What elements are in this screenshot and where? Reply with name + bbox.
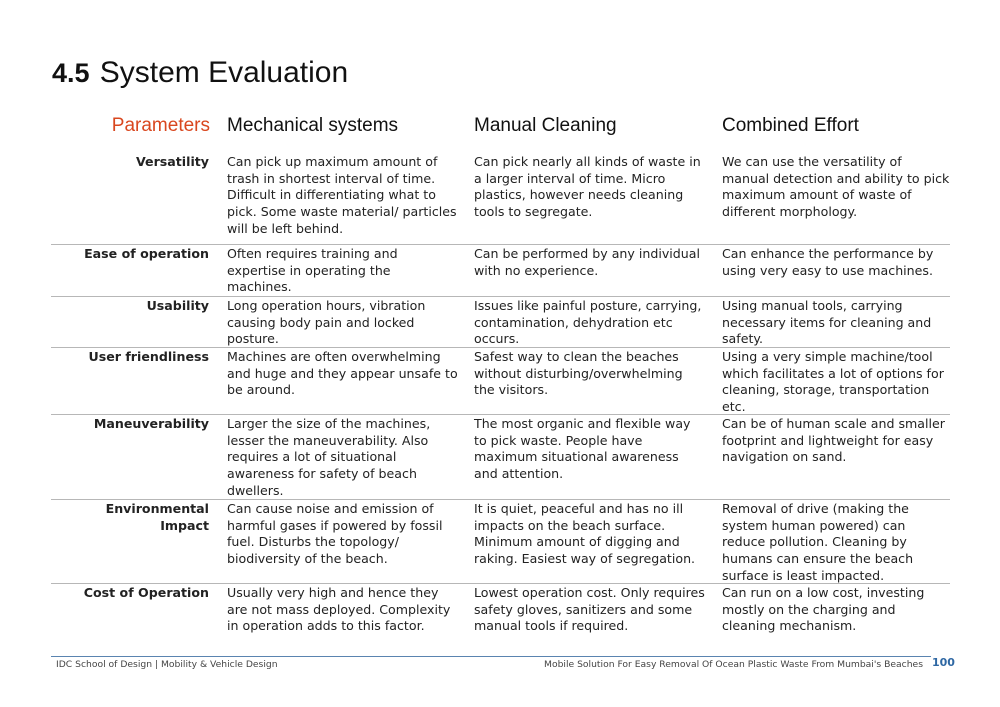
manual-cell: It is quiet, peaceful and has no ill impacts on the beach surface. Minimum amount of digging and raking. Easiest way of segregation. bbox=[474, 501, 696, 567]
header-combined-effort: Combined Effort bbox=[722, 115, 859, 136]
parameter-label: User friendliness bbox=[88, 349, 209, 364]
parameter-label: Versatility bbox=[135, 154, 209, 169]
footer-divider bbox=[51, 656, 931, 657]
table-row bbox=[51, 415, 950, 500]
page-title bbox=[52, 52, 348, 90]
table-row bbox=[51, 500, 950, 584]
section-number: 4.5 bbox=[52, 58, 90, 88]
header-manual-cleaning: Manual Cleaning bbox=[474, 115, 617, 136]
header-mechanical-systems: Mechanical systems bbox=[227, 115, 399, 136]
table-row bbox=[51, 245, 950, 297]
combined-cell: Using a very simple machine/tool which facilitates a lot of options for cleaning, storage, transportation etc. bbox=[722, 349, 944, 415]
combined-cell: Can enhance the performance by using very easy to use machines. bbox=[722, 246, 934, 278]
table-row bbox=[51, 153, 950, 245]
mechanical-cell: Can cause noise and emission of harmful gases if powered by fossil fuel. Disturbs the topology/ biodiversity of the beach. bbox=[227, 501, 443, 567]
parameter-label: Usability bbox=[146, 298, 209, 313]
footer-left-text: IDC School of Design | Mobility & Vehicle Design bbox=[56, 659, 278, 670]
table-row bbox=[51, 297, 950, 348]
combined-cell: Can run on a low cost, investing mostly on the charging and cleaning mechanism. bbox=[722, 585, 925, 634]
combined-cell: Using manual tools, carrying necessary items for cleaning and safety. bbox=[722, 298, 932, 347]
combined-cell: We can use the versatility of manual detection and ability to pick maximum amount of waste of different morphology. bbox=[722, 154, 950, 220]
manual-cell: Can pick nearly all kinds of waste in a larger interval of time. Micro plastics, however needs cleaning tools to segregate. bbox=[474, 154, 701, 220]
mechanical-cell: Machines are often overwhelming and huge and they appear unsafe to be around. bbox=[227, 349, 458, 398]
parameter-label: Environmental Impact bbox=[105, 501, 209, 533]
mechanical-cell: Long operation hours, vibration causing body pain and locked posture. bbox=[227, 298, 426, 347]
parameter-label: Cost of Operation bbox=[83, 585, 209, 600]
combined-cell: Can be of human scale and smaller footprint and lightweight for easy navigation on sand. bbox=[722, 416, 945, 465]
parameter-label: Ease of operation bbox=[84, 246, 209, 261]
header-parameters: Parameters bbox=[111, 115, 210, 136]
footer-right-text: Mobile Solution For Easy Removal Of Ocean Plastic Waste From Mumbai's Beaches bbox=[544, 659, 923, 670]
section-title: System Evaluation bbox=[99, 56, 349, 89]
manual-cell: Lowest operation cost. Only requires safety gloves, sanitizers and some manual tools if required. bbox=[474, 585, 705, 634]
mechanical-cell: Can pick up maximum amount of trash in shortest interval of time. Difficult in differentiating what to pick. Some waste material/ particles will be left behind. bbox=[227, 154, 457, 236]
mechanical-cell: Often requires training and expertise in operating the machines. bbox=[227, 246, 398, 295]
manual-cell: Issues like painful posture, carrying, contamination, dehydration etc occurs. bbox=[474, 298, 702, 347]
parameter-label: Maneuverability bbox=[93, 416, 209, 431]
manual-cell: Can be performed by any individual with no experience. bbox=[474, 246, 700, 278]
mechanical-cell: Usually very high and hence they are not mass deployed. Complexity in operation adds to this factor. bbox=[227, 585, 451, 634]
manual-cell: The most organic and flexible way to pick waste. People have maximum situational awareness and attention. bbox=[474, 416, 691, 482]
table-row bbox=[51, 348, 950, 415]
combined-cell: Removal of drive (making the system human powered) can reduce pollution. Cleaning by humans can ensure the beach surface is least impacted. bbox=[722, 501, 914, 583]
manual-cell: Safest way to clean the beaches without disturbing/overwhelming the visitors. bbox=[474, 349, 683, 398]
mechanical-cell: Larger the size of the machines, lesser the maneuverability. Also requires a lot of situational awareness for safety of beach dwellers. bbox=[227, 416, 431, 498]
evaluation-table bbox=[51, 153, 950, 654]
table-row bbox=[51, 584, 950, 654]
page-number: 100 bbox=[932, 656, 955, 669]
